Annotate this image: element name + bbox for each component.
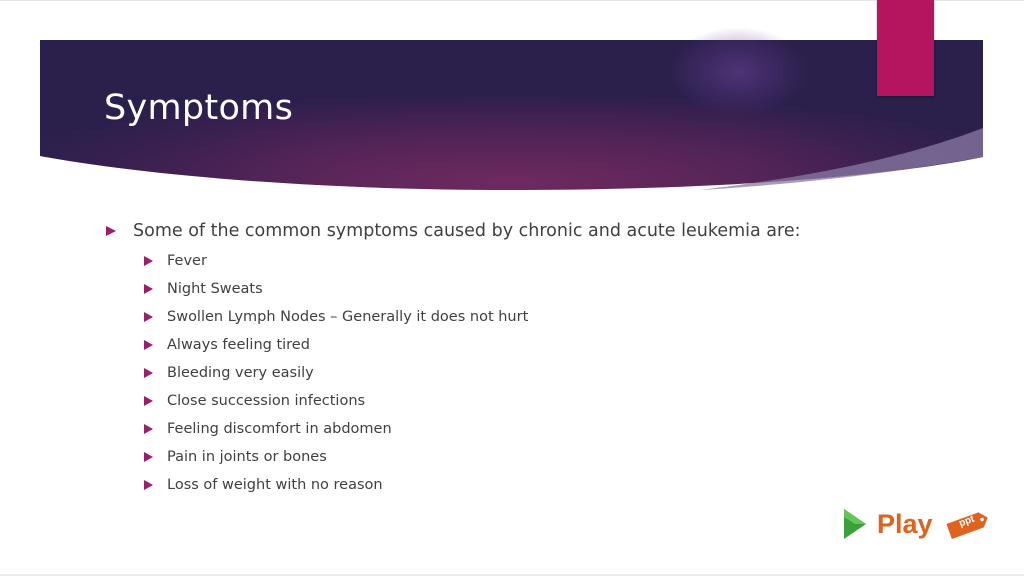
list-item-text: Night Sweats (167, 281, 263, 297)
list-item-text: Swollen Lymph Nodes – Generally it does not hurt (167, 309, 529, 325)
slide-title: Symptoms (104, 88, 294, 128)
list-item (133, 220, 801, 242)
list-item-text: Some of the common symptoms caused by chronic and acute leukemia are: (133, 221, 801, 241)
bullet-arrow-icon (144, 368, 153, 378)
ppt-tag-label: ppt (957, 513, 976, 530)
bullet-arrow-icon (144, 340, 153, 350)
list-item-text: Close succession infections (167, 393, 366, 409)
list-item-text: Pain in joints or bones (167, 449, 327, 465)
play-label: Play (877, 509, 933, 539)
list-item (167, 419, 392, 439)
bullet-arrow-icon (144, 424, 153, 434)
list-item (167, 475, 383, 495)
bullet-arrow-icon (144, 480, 153, 490)
list-item (167, 447, 327, 467)
bullet-arrow-icon (106, 226, 116, 236)
list-item-text: Always feeling tired (167, 337, 310, 353)
play-triangle-icon (842, 508, 868, 540)
list-item-text: Loss of weight with no reason (167, 477, 383, 493)
list-item (167, 307, 528, 327)
bullet-arrow-icon (144, 312, 153, 322)
bullet-arrow-icon (144, 396, 153, 406)
playppt-watermark[interactable] (842, 507, 992, 543)
list-item-text: Feeling discomfort in abdomen (167, 421, 392, 437)
list-item (167, 363, 314, 383)
list-item-text: Bleeding very easily (167, 365, 314, 381)
list-item (167, 391, 365, 411)
bullet-arrow-icon (144, 256, 153, 266)
list-item-text: Fever (167, 253, 207, 269)
list-item (167, 335, 310, 355)
bullet-arrow-icon (144, 284, 153, 294)
list-item (167, 251, 207, 271)
bullet-arrow-icon (144, 452, 153, 462)
list-item (167, 279, 263, 299)
